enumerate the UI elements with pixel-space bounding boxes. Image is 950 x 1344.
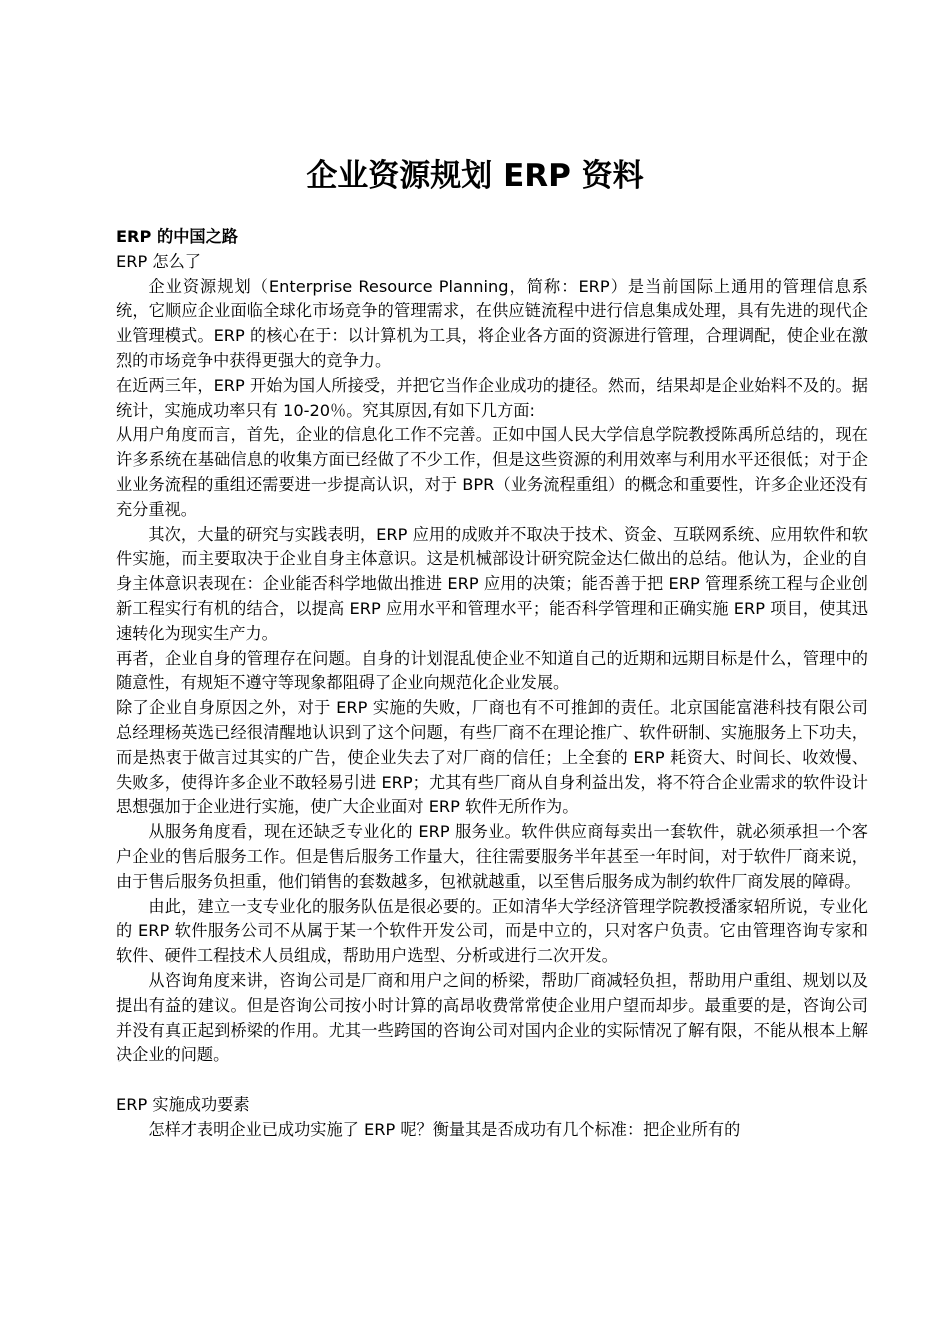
section-heading-china-road: ERP 的中国之路 bbox=[116, 227, 238, 246]
section-heading-success-factors: ERP 实施成功要素 bbox=[116, 1094, 250, 1114]
paragraph-self-awareness: 其次，大量的研究与实践表明，ERP 应用的成败并不取决于技术、资金、互联网系统、应用软件和软件实施，而主要取决于企业自身主体意识。这是机械部设计研究院金达仁做出的总结。他认为，企业的自身主体意识表现在：企业能否科学地做出推进 ERP 应用的决策；能否善于把 ERP 管理系统工程与企业创新工程实行有机的结合，以提高 ERP 应用水平和管理水平；能否科学管理和正确实施 ERP 项目，使其迅速转化为现实生产力。 bbox=[116, 524, 868, 643]
paragraph-consulting-perspective: 从咨询角度来讲，咨询公司是厂商和用户之间的桥梁，帮助厂商减轻负担，帮助用户重组、规划以及提出有益的建议。但是咨询公司按小时计算的高昂收费常常使企业用户望而却步。最重要的是，咨询公司并没有真正起到桥梁的作用。尤其一些跨国的咨询公司对国内企业的实际情况了解有限，不能从根本上解决企业的问题。 bbox=[116, 970, 868, 1065]
paragraph-professional-service: 由此，建立一支专业化的服务队伍是很必要的。正如清华大学经济管理学院教授潘家轺所说，专业化的 ERP 软件服务公司不从属于某一个软件开发公司，而是中立的，只对客户负责。它由管理咨询专家和软件、硬件工程技术人员组成，帮助用户选型、分析或进行二次开发。 bbox=[116, 896, 868, 966]
paragraph-vendor-responsibility: 除了企业自身原因之外，对于 ERP 实施的失败，厂商也有不可推卸的责任。北京国能富港科技有限公司总经理杨英选已经很清醒地认识到了这个问题，有些厂商不在理论推广、软件研制、实施服务上下功夫，而是热衷于做言过其实的广告，使企业失去了对厂商的信任；上全套的 ERP 耗资大、时间长、收效慢、失败多，使得许多企业不敢轻易引进 ERP；尤其有些厂商从自身利益出发，将不符合企业需求的软件设计思想强加于企业进行实施，使广大企业面对 ERP 软件无所作为。 bbox=[116, 698, 868, 817]
paragraph-management-issues: 再者，企业自身的管理存在问题。自身的计划混乱使企业不知道自己的近期和远期目标是什么，管理中的随意性，有规矩不遵守等现象都阻碍了企业向规范化企业发展。 bbox=[116, 648, 868, 693]
document-body bbox=[116, 225, 868, 1142]
paragraph-user-perspective: 从用户角度而言，首先，企业的信息化工作不完善。正如中国人民大学信息学院教授陈禹所总结的，现在许多系统在基础信息的收集方面已经做了不少工作，但是这些资源的利用效率与利用水平还很低；对于企业业务流程的重组还需要进一步提高认识，对于 BPR（业务流程重组）的概念和重要性，许多企业还没有充分重视。 bbox=[116, 425, 868, 519]
subsection-heading-what-happened: ERP 怎么了 bbox=[116, 251, 201, 271]
paragraph-adoption-stats: 在近两三年，ERP 开始为国人所接受，并把它当作企业成功的捷径。然而，结果却是企业始料不及的。据统计，实施成功率只有 10-20％。究其原因,有如下几方面: bbox=[116, 375, 868, 420]
document-title: 企业资源规划 ERP 资料 bbox=[306, 158, 644, 194]
paragraph-erp-definition: 企业资源规划（Enterprise Resource Planning，简称：ERP）是当前国际上通用的管理信息系统，它顺应企业面临全球化市场竞争的管理需求，在供应链流程中进行信息集成处理，具有先进的现代企业管理模式。ERP 的核心在于：以计算机为工具，将企业各方面的资源进行管理，合理调配，使企业在激烈的市场竞争中获得更强大的竞争力。 bbox=[116, 276, 868, 370]
paragraph-service-perspective: 从服务角度看，现在还缺乏专业化的 ERP 服务业。软件供应商每卖出一套软件，就必须承担一个客户企业的售后服务工作。但是售后服务工作量大，往往需要服务半年甚至一年时间，对于软件厂商来说，由于售后服务负担重，他们销售的套数越多，包袱就越重，以至售后服务成为制约软件厂商发展的障碍。 bbox=[116, 822, 868, 891]
paragraph-success-criteria: 怎样才表明企业已成功实施了 ERP 呢？衡量其是否成功有几个标准：把企业所有的 bbox=[148, 1119, 741, 1139]
paragraph-spacer bbox=[116, 1068, 868, 1093]
